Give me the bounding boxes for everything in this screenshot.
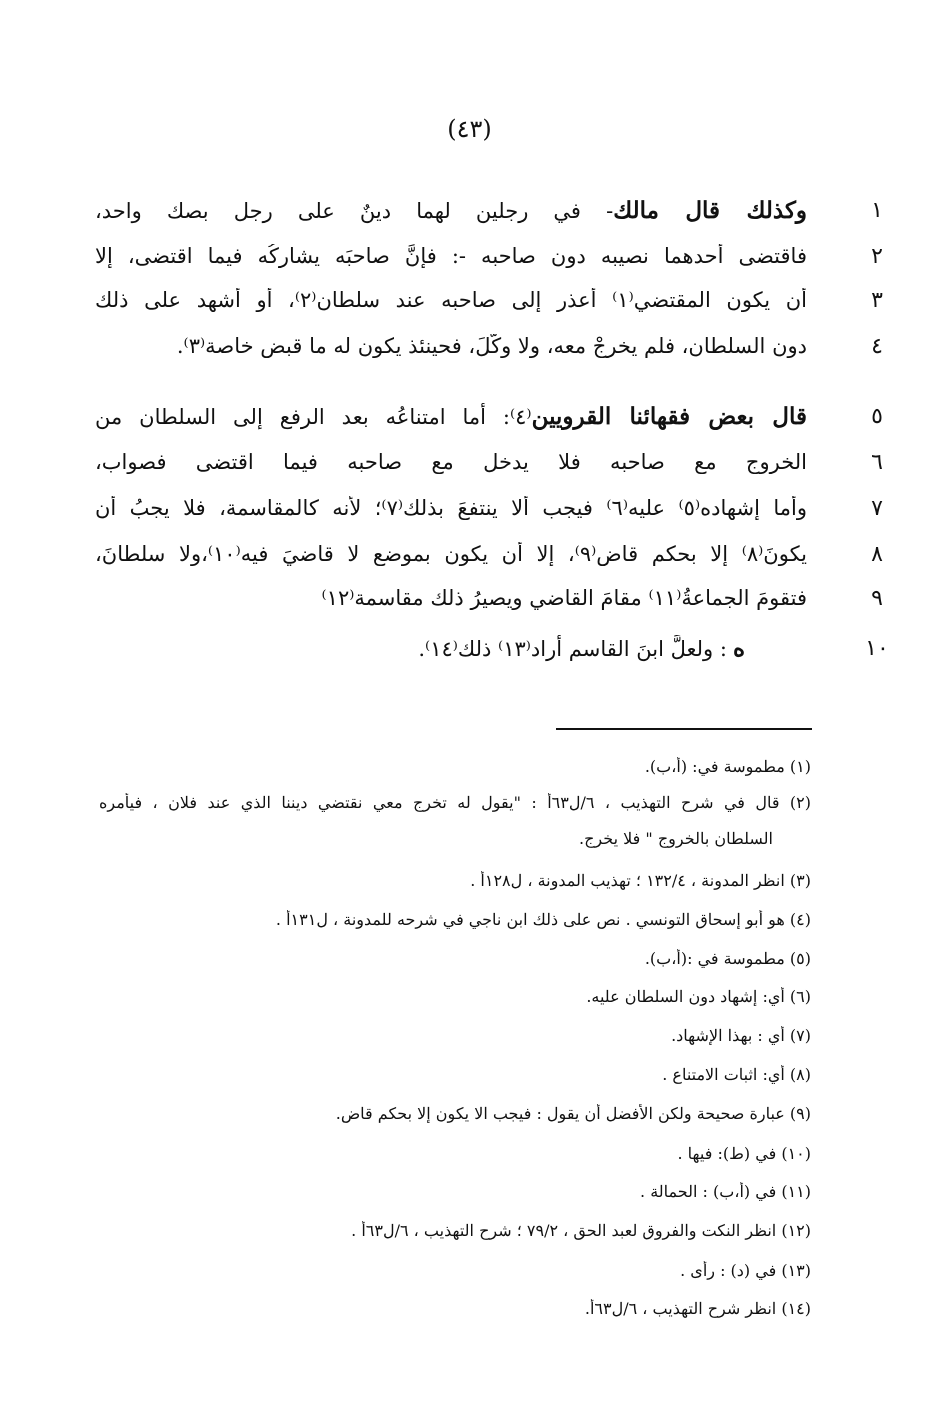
line-number: ١٠ [865, 635, 889, 661]
line-body: فتقومَ الجماعةُ⁽١١⁾ مقامَ القاضي ويصيرُ ذلك مقاسمة⁽١٢⁾ [321, 586, 807, 610]
footnote-separator [556, 728, 812, 730]
line-text [95, 197, 807, 224]
footnote-continuation: السلطان بالخروج " فلا يخرج. [579, 829, 773, 848]
line-body: الخروج مع صاحبه فلا يدخل مع صاحبه فيما اقتضى فصواب، [95, 450, 807, 474]
line-number: ٦ [871, 449, 883, 475]
footnote: (٥) مطموسة في :(أ،ب). [644, 949, 811, 968]
line-number: ٥ [871, 403, 883, 429]
footnote: (٦) أي: إشهاد دون السلطان عليه. [586, 987, 811, 1006]
line-body: ⁽٤⁾: أما امتناعُه بعد الرفع إلى السلطان من [95, 404, 532, 429]
line-text [95, 334, 807, 358]
line-number: ٧ [871, 495, 883, 521]
footnote: (٤) هو أبو إسحاق التونسي . نص على ذلك ابن ناجي في شرحه للمدونة ، ل١٣١أ . [275, 910, 811, 929]
line-text [95, 586, 807, 610]
footnote: (٩) عبارة صحيحة ولكن الأفضل أن يقول : فيجب الا يكون إلا بحكم قاض. [335, 1104, 811, 1123]
line-body: يكونَ⁽٨⁾ إلا بحكم قاضٍ⁽٩⁾، إلا أن يكون بموضعٍ لا قاضيَ فيه⁽١٠⁾،ولا سلطانَ، [95, 542, 807, 566]
footnote: (٨) أي: اثبات الامتناع . [662, 1065, 811, 1084]
line-text [95, 496, 807, 520]
text-line-9 [39, 574, 899, 622]
line-number: ٤ [871, 333, 883, 359]
line-body: - في رجلين لهما دينٌ على رجل بصك واحد، [95, 198, 614, 223]
footnote: (٢) قال في شرح التهذيب ، ٦/ل٦٣أ : "يقول له تخرج معي نقتضي ديننا الذي عند فلان ، فيأمره [99, 793, 811, 812]
footnote: (١١) في (أ،ب) : الحمالة . [640, 1182, 811, 1201]
footnote: (١) مطموسة في: (أ،ب). [644, 757, 811, 776]
line-body: : ولعلَّ ابنَ القاسمِ أراد⁽١٣⁾ ذلك⁽١٤⁾. [418, 636, 727, 661]
line-text [95, 288, 807, 312]
footnote: (٣) انظر المدونة ، ١٣٢/٤ ؛ تهذيب المدونة ، ل١٢٨أ . [470, 871, 811, 890]
page-number: (٤٣) [447, 115, 492, 143]
text-line-6 [39, 438, 899, 486]
end-marker: ه [732, 634, 745, 662]
line-number: ٢ [871, 243, 883, 269]
line-number: ٨ [871, 541, 883, 567]
footnote: (١٢) انظر النكت والفروق لعبد الحق ، ٧٩/٢ ؛ شرح التهذيب ، ٦/ل٦٣أ . [351, 1221, 811, 1240]
line-text [95, 542, 807, 566]
line-text [95, 635, 745, 662]
text-line-4 [39, 322, 899, 370]
line-text [95, 244, 807, 268]
text-line-5 [39, 392, 899, 440]
footnote: (١٣) في (د) : رأى . [680, 1261, 811, 1280]
line-body: وأما إشهاده⁽٥⁾ عليه⁽٦⁾ فيجب ألا ينتفعَ بذلك⁽٧⁾؛ لأنه كالمقاسمة، فلا يجبُ أن [95, 496, 807, 520]
footnote: (١٠) في (ط): فيها . [677, 1144, 811, 1163]
line-number: ٣ [871, 287, 883, 313]
line-body: دون السلطان، فلم يخرجْ معه، ولا وكّلَ، فحينئذ يكون له ما قبض خاصة⁽٣⁾. [176, 334, 807, 358]
text-line-1 [39, 186, 899, 234]
heading-lead: قال بعض فقهائنا القرويين [531, 402, 807, 430]
line-number: ٩ [871, 585, 883, 611]
line-number: ١ [871, 197, 883, 223]
text-line-3 [39, 276, 899, 324]
footnote: (١٤) انظر شرح التهذيب ، ٦/ل٦٣أ. [584, 1299, 811, 1318]
footnote: (٧) أي : بهذا الإشهاد. [671, 1026, 811, 1045]
text-line-8 [39, 530, 899, 578]
line-body: أن يكون المقتضي⁽١⁾ أعذر إلى صاحبه عند سلطان⁽٢⁾، أو أشهد على ذلك [95, 288, 807, 312]
heading-lead: وكذلك قال مالك [613, 196, 807, 224]
line-text [95, 403, 807, 430]
line-body: فاقتضى أحدهما نصيبه دون صاحبه -: فإنَّ صاحبَه يشاركُه فيما اقتضى، إلا [95, 244, 807, 268]
text-line-2 [39, 232, 899, 280]
text-line-10 [39, 624, 899, 672]
line-text [95, 450, 807, 474]
text-line-7 [39, 484, 899, 532]
